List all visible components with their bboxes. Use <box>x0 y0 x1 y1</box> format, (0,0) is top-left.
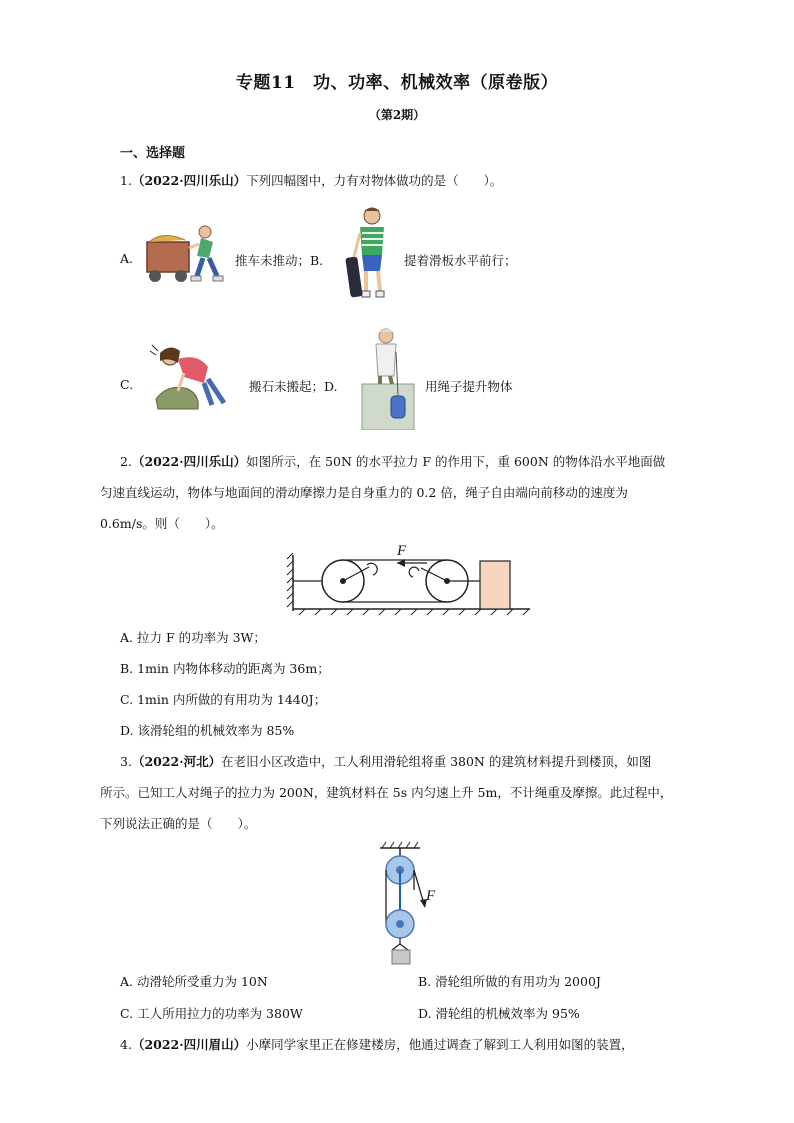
q3-option-c: C. 工人所用拉力的功率为 380W <box>120 1006 303 1021</box>
q1-image-c-lift-stone <box>148 343 240 415</box>
q1-text-b: 提着滑板水平前行； <box>404 253 517 268</box>
q3-line2: 所示。已知工人对绳子的拉力为 200N，建筑材料在 5s 内匀速上升 5m，不计绳重及摩擦。此过程中， <box>100 785 673 800</box>
q3-line1-text: 在老旧小区改造中，工人利用滑轮组将重 380N 的建筑材料提升到楼顶，如图 <box>221 754 652 769</box>
boy-shirt <box>197 238 213 258</box>
q1-text-c: 搬石未搬起；D. <box>249 379 338 394</box>
q3-line1 <box>120 746 705 777</box>
page-title: 专题11 功、功率、机械效率（原卷版） <box>235 73 559 93</box>
q2-source: （2022·四川乐山） <box>131 454 247 469</box>
q2-option-b: B. 1min 内物体移动的距离为 36m； <box>120 661 330 676</box>
boy-legs <box>197 258 217 276</box>
q1-source: （2022·四川乐山） <box>131 173 247 188</box>
q2-line1 <box>120 446 705 477</box>
q1-stem <box>120 165 705 196</box>
man-shorts <box>362 255 382 271</box>
q3-line3: 下列说法正确的是（ ）。 <box>100 816 257 831</box>
q1-label-c: C. <box>120 377 134 392</box>
q2-option-c: C. 1min 内所做的有用功为 1440J； <box>120 692 327 707</box>
q4-source: （2022·四川眉山） <box>131 1037 247 1052</box>
q4-number: 4. <box>120 1037 132 1052</box>
cart-wheel-left <box>149 270 161 282</box>
q1-label-a: A. <box>120 251 134 266</box>
q1-text-a: 推车未推动；B. <box>235 253 324 268</box>
q1-image-a-push-cart <box>143 220 231 286</box>
man-shirt <box>360 227 384 255</box>
q3-source: （2022·河北） <box>131 754 222 769</box>
q2-line3: 0.6m/s。则（ ）。 <box>100 516 224 531</box>
q1-image-d-rope-lift <box>358 326 420 430</box>
q4-line1-text: 小摩同学家里正在修建楼房，他通过调查了解到工人利用如图的装置， <box>246 1037 634 1052</box>
q3-option-b: B. 滑轮组所做的有用功为 2000J <box>418 974 601 989</box>
q3-number: 3. <box>120 754 132 769</box>
q2-option-a: A. 拉力 F 的功率为 3W； <box>120 630 266 645</box>
skateboard <box>345 256 362 297</box>
q1-text-d: 用绳子提升物体 <box>425 379 513 394</box>
q3-stem <box>100 746 705 839</box>
cart-body <box>147 242 189 272</box>
q1-number: 1. <box>120 173 132 188</box>
man-coat <box>376 344 396 376</box>
q2-figure-pulley <box>285 541 535 619</box>
q3-option-a: A. 动滑轮所受重力为 10N <box>120 974 268 989</box>
cart-load <box>149 235 185 242</box>
bucket <box>391 396 405 418</box>
q3-option-d: D. 滑轮组的机械效率为 95% <box>418 1006 580 1021</box>
force-label: F <box>397 543 407 559</box>
force-label: F <box>426 888 436 904</box>
ledge <box>362 384 414 430</box>
material-block <box>392 950 410 964</box>
block <box>480 561 510 609</box>
q2-options <box>120 622 705 746</box>
boy-head <box>199 226 211 238</box>
q2-line2: 匀速直线运动，物体与地面间的滑动摩擦力是自身重力的 0.2 倍，绳子自由端向前移动的速度为 <box>100 485 628 500</box>
q1-text: 下列四幅图中，力有对物体做功的是（ ）。 <box>246 173 503 188</box>
section-heading: 一、选择题 <box>120 146 186 161</box>
q1-image-b-carry-skateboard <box>338 205 400 303</box>
q2-stem <box>100 446 705 539</box>
q2-line1-text: 如图所示，在 50N 的水平拉力 F 的作用下，重 600N 的物体沿水平地面做 <box>246 454 666 469</box>
cart-wheel-right <box>175 270 187 282</box>
q3-figure-pulley <box>370 840 442 966</box>
q4-stem <box>120 1029 705 1060</box>
q2-number: 2. <box>120 454 132 469</box>
free-rope <box>414 870 424 904</box>
page-subtitle: （第2期） <box>368 108 426 122</box>
q2-option-d: D. 该滑轮组的机械效率为 85% <box>120 723 295 738</box>
